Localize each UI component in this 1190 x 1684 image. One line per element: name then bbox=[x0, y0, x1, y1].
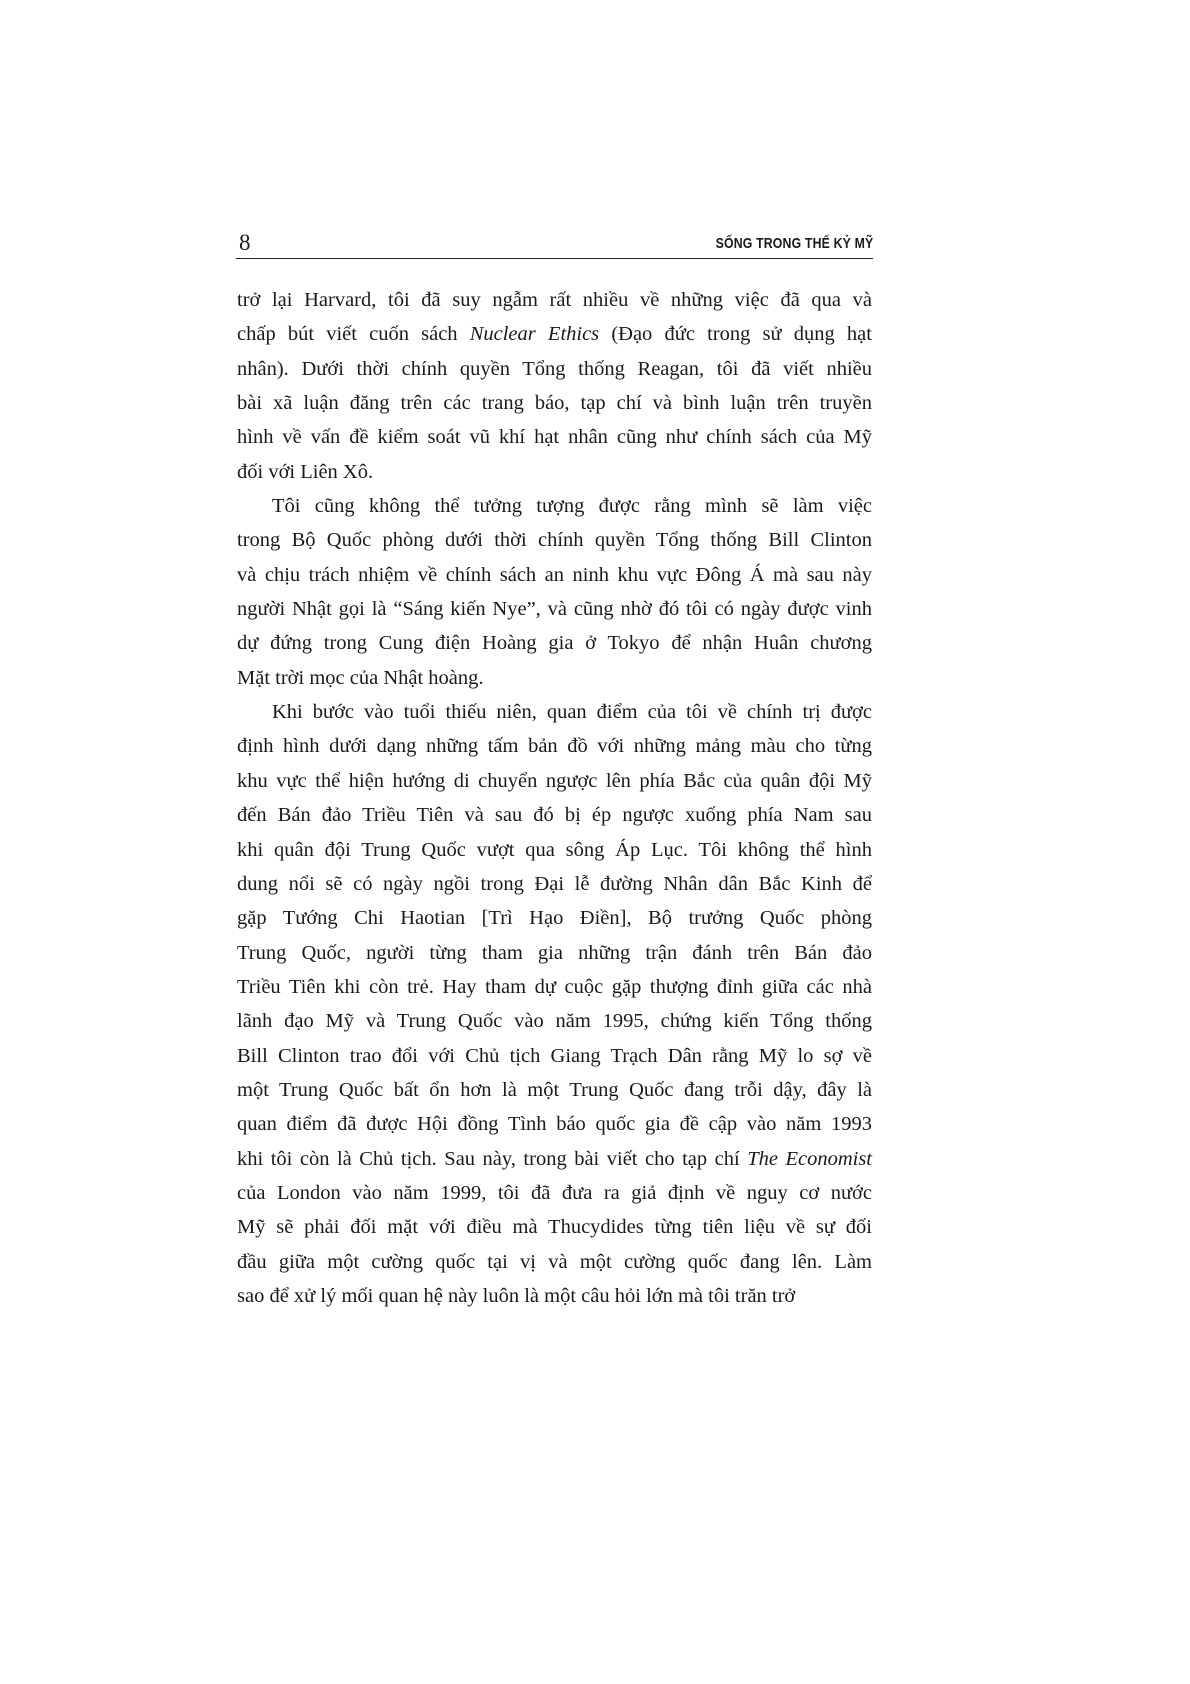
text-line bbox=[237, 523, 872, 557]
text-line bbox=[237, 1245, 872, 1279]
text-segment: đến Bán đảo Triều Tiên và sau đó bị ép ngược xuống phía Nam sau bbox=[237, 804, 872, 827]
text-line bbox=[237, 1210, 872, 1244]
text-segment: và chịu trách nhiệm về chính sách an ninh khu vực Đông Á mà sau này bbox=[237, 563, 872, 586]
text-line bbox=[237, 386, 872, 420]
running-title: SỐNG TRONG THẾ KỶ MỸ bbox=[715, 235, 873, 252]
text-segment: Mặt trời mọc của Nhật hoàng. bbox=[237, 666, 484, 689]
text-segment: bài xã luận đăng trên các trang báo, tạp chí và bình luận trên truyền bbox=[237, 392, 872, 415]
text-line bbox=[237, 867, 872, 901]
text-line bbox=[237, 317, 872, 351]
page-number: 8 bbox=[239, 230, 251, 255]
text-segment: khu vực thể hiện hướng di chuyển ngược lên phía Bắc của quân đội Mỹ bbox=[237, 769, 872, 792]
text-segment: trong Bộ Quốc phòng dưới thời chính quyền Tổng thống Bill Clinton bbox=[237, 529, 872, 552]
text-line bbox=[237, 558, 872, 592]
text-segment: đối với Liên Xô. bbox=[237, 460, 374, 483]
running-header bbox=[236, 232, 873, 259]
paragraph bbox=[237, 283, 872, 489]
text-line bbox=[237, 1279, 872, 1313]
text-segment: Tôi cũng không thể tưởng tượng được rằng mình sẽ làm việc bbox=[272, 495, 872, 518]
text-line bbox=[237, 729, 872, 763]
text-line bbox=[237, 798, 872, 832]
italic-title: Nuclear Ethics bbox=[469, 323, 600, 346]
text-line bbox=[237, 1039, 872, 1073]
text-line bbox=[237, 1176, 872, 1210]
text-segment: người Nhật gọi là “Sáng kiến Nye”, và cũng nhờ đó tôi có ngày được vinh bbox=[237, 598, 872, 621]
paragraph bbox=[237, 489, 872, 695]
text-segment: chấp bút viết cuốn sách bbox=[237, 323, 470, 346]
text-segment: nhân). Dưới thời chính quyền Tổng thống Reagan, tôi đã viết nhiều bbox=[237, 357, 872, 380]
text-line bbox=[237, 901, 872, 935]
text-segment: dự đứng trong Cung điện Hoàng gia ở Tokyo để nhận Huân chương bbox=[237, 632, 872, 655]
text-segment: Khi bước vào tuổi thiếu niên, quan điểm của tôi về chính trị được bbox=[272, 701, 872, 724]
text-line bbox=[237, 1107, 872, 1141]
text-line bbox=[237, 970, 872, 1004]
text-segment: (Đạo đức trong sử dụng hạt bbox=[599, 323, 872, 346]
italic-title: The Economist bbox=[747, 1147, 873, 1170]
text-segment: sao để xử lý mối quan hệ này luôn là một câu hỏi lớn mà tôi trăn trở bbox=[237, 1284, 796, 1307]
paragraph bbox=[237, 695, 872, 1313]
text-segment: khi quân đội Trung Quốc vượt qua sông Áp Lục. Tôi không thể hình bbox=[237, 838, 872, 861]
text-segment: khi tôi còn là Chủ tịch. Sau này, trong bài viết cho tạp chí bbox=[237, 1147, 748, 1170]
text-line bbox=[237, 661, 872, 695]
text-segment: quan điểm đã được Hội đồng Tình báo quốc gia đề cập vào năm 1993 bbox=[237, 1113, 872, 1136]
text-line bbox=[237, 1073, 872, 1107]
text-segment: dung nổi sẽ có ngày ngồi trong Đại lễ đường Nhân dân Bắc Kinh để bbox=[237, 872, 872, 895]
text-line bbox=[237, 626, 872, 660]
text-segment: Mỹ sẽ phải đối mặt với điều mà Thucydides từng tiên liệu về sự đối bbox=[237, 1216, 872, 1239]
text-segment: của London vào năm 1999, tôi đã đưa ra giả định về nguy cơ nước bbox=[237, 1181, 872, 1204]
text-line bbox=[237, 592, 872, 626]
text-segment: Bill Clinton trao đổi với Chủ tịch Giang Trạch Dân rằng Mỹ lo sợ về bbox=[237, 1044, 872, 1067]
text-segment: lãnh đạo Mỹ và Trung Quốc vào năm 1995, chứng kiến Tổng thống bbox=[237, 1010, 872, 1033]
text-line bbox=[237, 489, 872, 523]
text-segment: Trung Quốc, người từng tham gia những trận đánh trên Bán đảo bbox=[237, 941, 872, 964]
text-line bbox=[237, 455, 872, 489]
body-text bbox=[237, 283, 872, 1313]
text-segment: Triều Tiên khi còn trẻ. Hay tham dự cuộc gặp thượng đỉnh giữa các nhà bbox=[237, 975, 872, 998]
text-segment: gặp Tướng Chi Haotian [Trì Hạo Điền], Bộ trưởng Quốc phòng bbox=[237, 907, 872, 930]
text-line bbox=[237, 764, 872, 798]
text-line bbox=[237, 283, 872, 317]
text-segment: trở lại Harvard, tôi đã suy ngẫm rất nhiều về những việc đã qua và bbox=[237, 289, 872, 311]
text-segment: định hình dưới dạng những tấm bản đồ với những mảng màu cho từng bbox=[237, 735, 872, 758]
text-line bbox=[237, 936, 872, 970]
text-segment: hình về vấn đề kiểm soát vũ khí hạt nhân cũng như chính sách của Mỹ bbox=[237, 426, 872, 449]
text-line bbox=[237, 695, 872, 729]
text-line bbox=[237, 420, 872, 454]
text-segment: đầu giữa một cường quốc tại vị và một cường quốc đang lên. Làm bbox=[237, 1250, 872, 1273]
text-line bbox=[237, 1004, 872, 1038]
text-line bbox=[237, 1142, 872, 1176]
text-segment: một Trung Quốc bất ổn hơn là một Trung Quốc đang trỗi dậy, đây là bbox=[237, 1078, 872, 1101]
text-line bbox=[237, 352, 872, 386]
text-line bbox=[237, 833, 872, 867]
